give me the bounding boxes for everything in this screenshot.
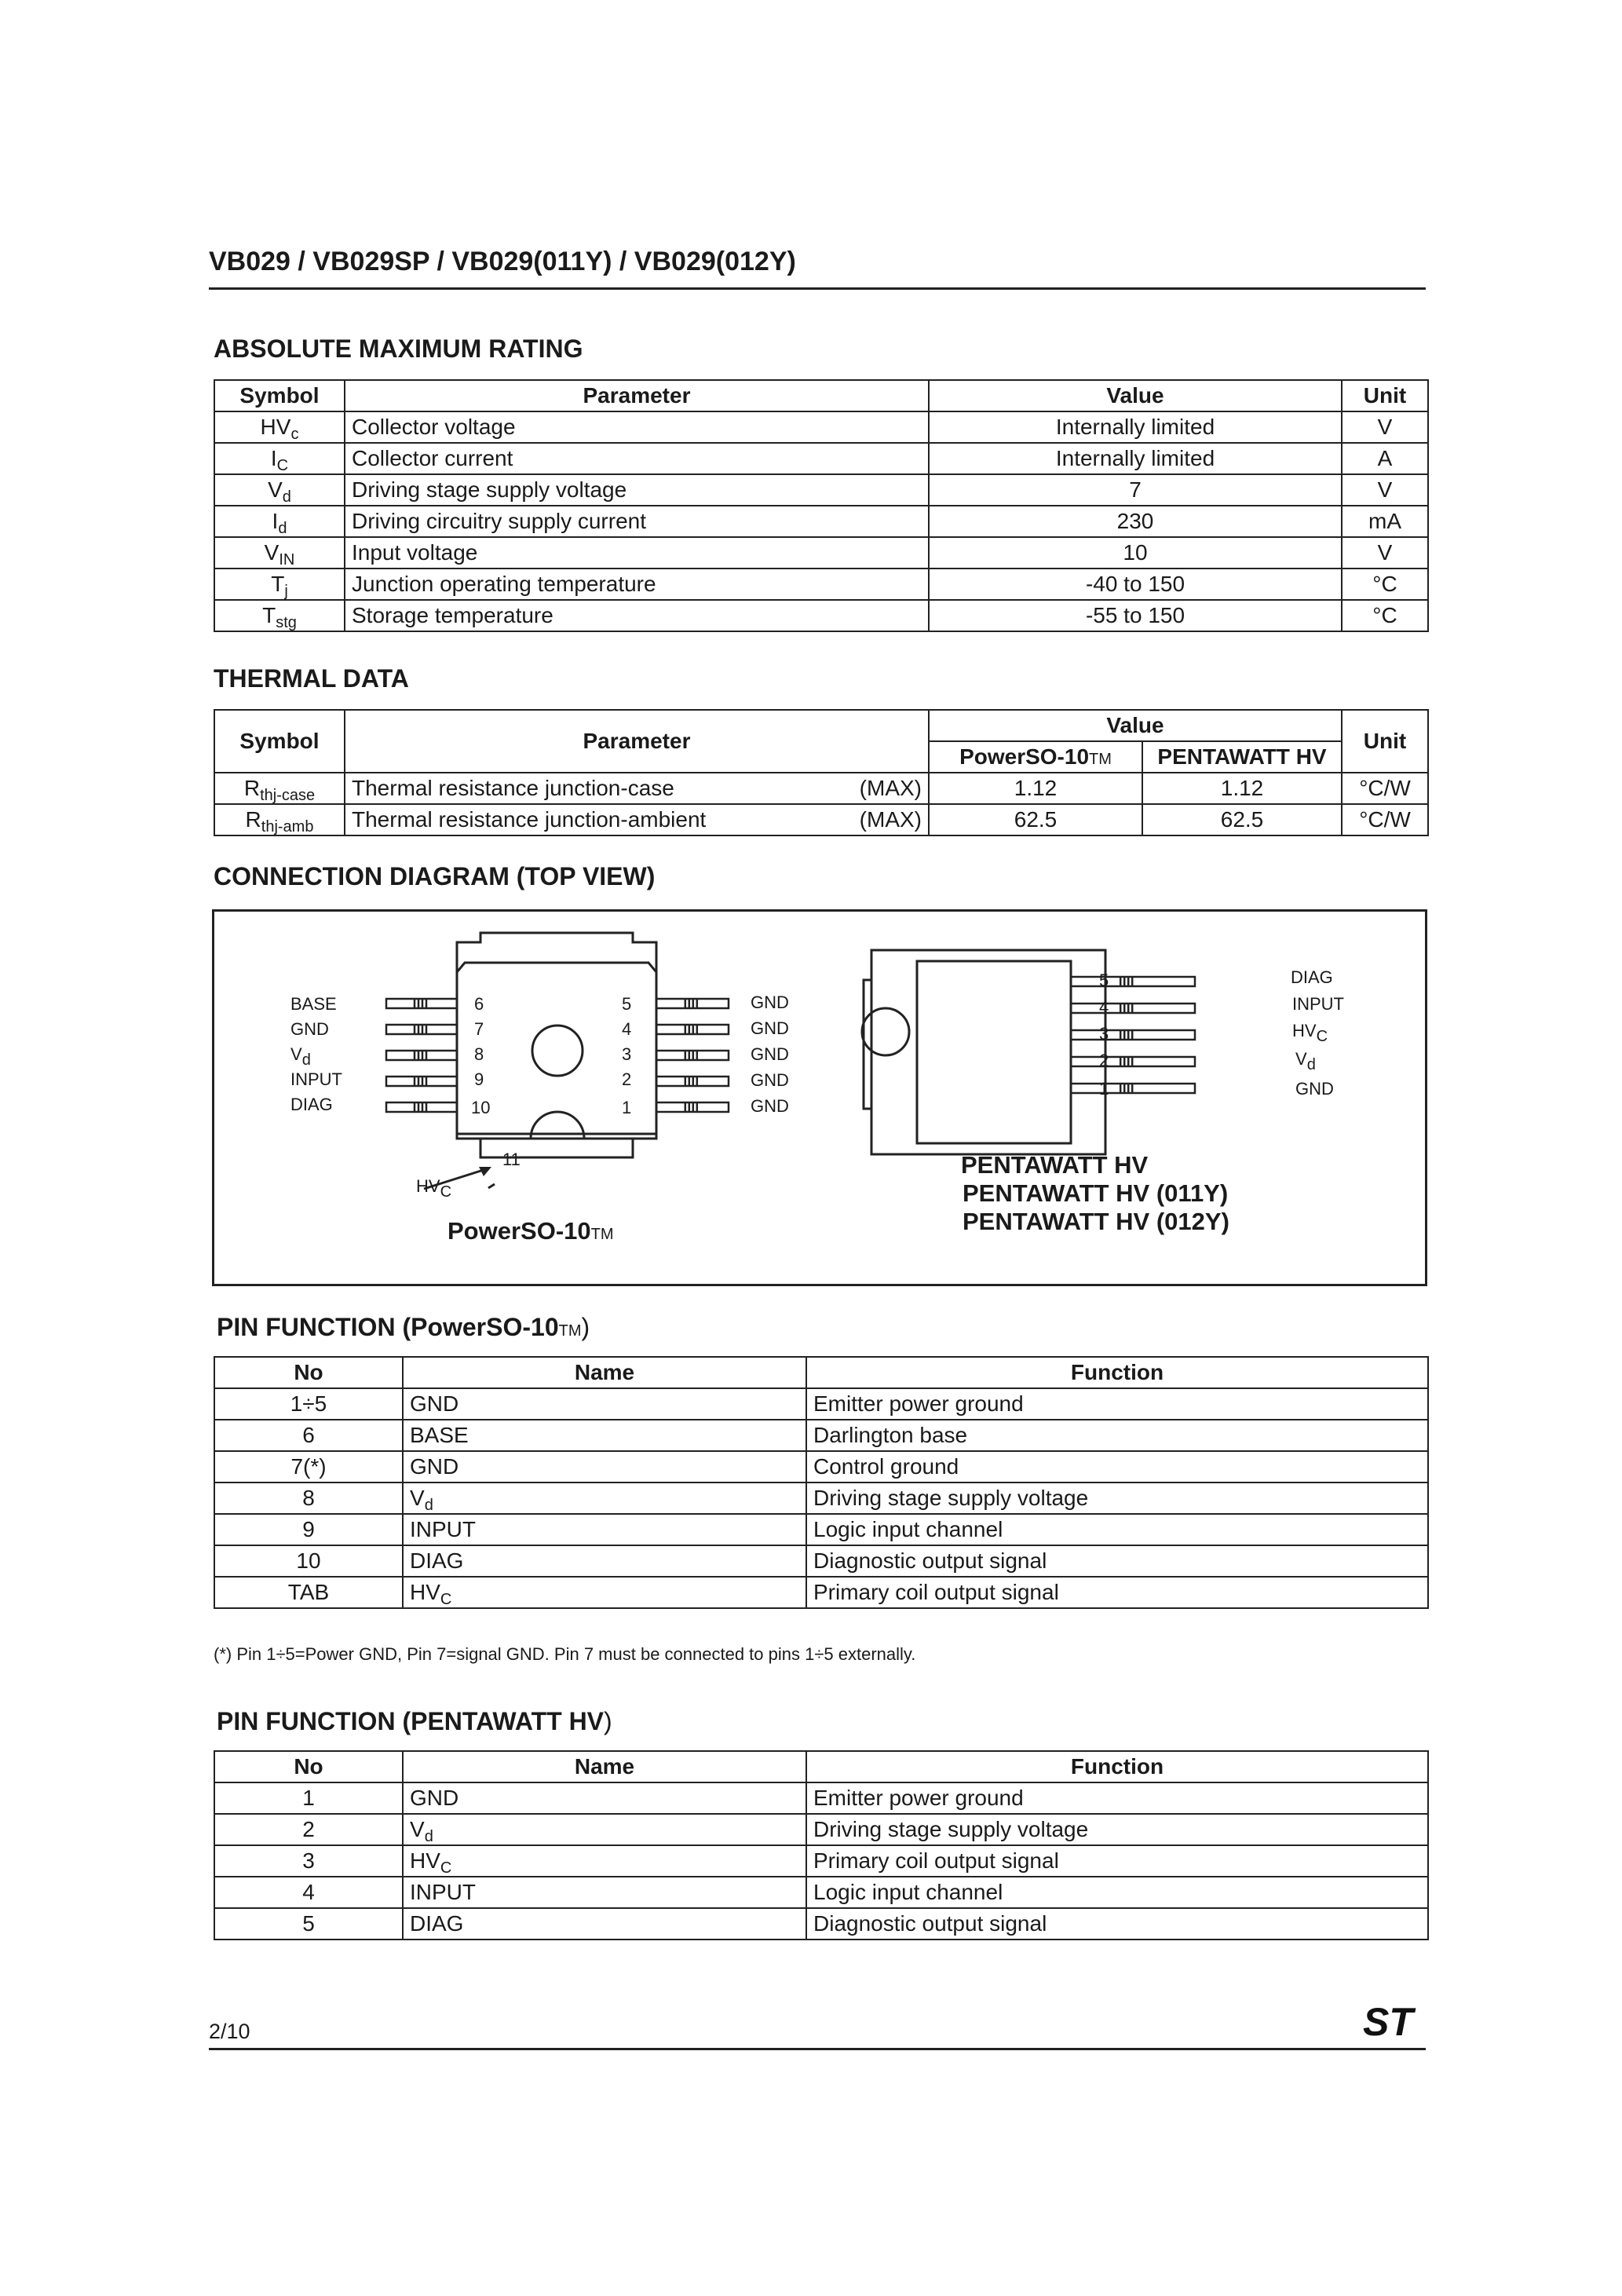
pin-label-gnd: GND	[751, 1018, 789, 1038]
unit-cell: °C	[1342, 600, 1428, 631]
pin-number: 3	[622, 1044, 632, 1064]
value-cell: Internally limited	[929, 411, 1342, 443]
parameter-cell: Thermal resistance junction-ambient (MAX)	[345, 804, 929, 835]
col-header: PowerSO-10TM	[929, 741, 1142, 773]
pin-name-cell: DIAG	[403, 1908, 806, 1940]
function-cell: Diagnostic output signal	[806, 1908, 1428, 1940]
st-logo-icon	[1357, 2001, 1419, 2042]
unit-cell: A	[1342, 443, 1428, 474]
pin-name-cell: BASE	[403, 1420, 806, 1451]
function-cell: Primary coil output signal	[806, 1845, 1428, 1877]
pin-number-cell: 4	[214, 1877, 403, 1908]
table-row	[214, 1814, 1428, 1845]
connection-svg	[212, 909, 1427, 1286]
table-row	[214, 1451, 1428, 1483]
pin-label-input: INPUT	[290, 1069, 342, 1089]
table-row	[214, 1577, 1428, 1608]
pentawatt-body	[917, 961, 1071, 1143]
symbol-cell: $T_j$	[214, 569, 345, 600]
pin-number-cell: 8	[214, 1483, 403, 1514]
powerso-left-leads	[386, 999, 457, 1112]
pin-label-gnd: GND	[751, 1070, 789, 1090]
parameter-cell: Driving stage supply voltage	[345, 474, 929, 506]
pin-number-cell: 9	[214, 1514, 403, 1545]
function-cell: Logic input channel	[806, 1877, 1428, 1908]
col-header: Value	[929, 710, 1342, 741]
col-header: Function	[806, 1751, 1428, 1782]
connection-heading: CONNECTION DIAGRAM (TOP VIEW)	[214, 862, 656, 890]
parameter-cell: Input voltage	[345, 537, 929, 569]
table-row	[214, 1877, 1428, 1908]
symbol-cell: $V_d$	[214, 474, 345, 506]
pentawatt-name: PENTAWATT HV	[961, 1151, 1149, 1179]
pin-number-cell: 3	[214, 1845, 403, 1877]
pin-number: 10	[471, 1098, 491, 1117]
table-row	[214, 443, 1428, 474]
pin-name-cell: $V_d$	[403, 1814, 806, 1845]
value-cell: 10	[929, 537, 1342, 569]
pin-number: 3	[1099, 1024, 1109, 1044]
symbol-cell: $I_d$	[214, 506, 345, 537]
pin-name-cell: $HV_C$	[403, 1577, 806, 1608]
col-header: PENTAWATT HV	[1142, 741, 1342, 773]
unit-cell: °C/W	[1342, 804, 1428, 835]
pentawatt-leads	[1071, 977, 1195, 1093]
function-cell: Emitter power ground	[806, 1388, 1428, 1420]
col-header: Name	[403, 1751, 806, 1782]
pin-number: 1	[622, 1098, 632, 1117]
pin-label-gnd: GND	[751, 1096, 789, 1116]
value-cell: 7	[929, 474, 1342, 506]
pin-label-vd: $V_d$	[1295, 1049, 1316, 1073]
pin-name-cell: INPUT	[403, 1514, 806, 1545]
pin-number-cell: 1÷5	[214, 1388, 403, 1420]
col-header: No	[214, 1357, 403, 1388]
pin-name-cell: DIAG	[403, 1545, 806, 1577]
thermal-heading: THERMAL DATA	[214, 664, 409, 693]
value-cell: 62.5	[929, 804, 1142, 835]
unit-cell: °C/W	[1342, 773, 1428, 804]
pin-number: 2	[622, 1069, 632, 1089]
col-header: Unit	[1342, 380, 1428, 411]
pin-label-gnd: GND	[290, 1019, 329, 1039]
parameter-cell: Driving circuitry supply current	[345, 506, 929, 537]
pin-number-cell: 2	[214, 1814, 403, 1845]
pin-label-input: INPUT	[1292, 994, 1344, 1014]
value-cell: 1.12	[1142, 773, 1342, 804]
unit-cell: V	[1342, 537, 1428, 569]
unit-cell: V	[1342, 411, 1428, 443]
parameter-cell: Collector current	[345, 443, 929, 474]
pentawatt-package	[862, 950, 1105, 1154]
table-row	[214, 411, 1428, 443]
function-cell: Primary coil output signal	[806, 1577, 1428, 1608]
table-row	[214, 537, 1428, 569]
table-row	[214, 1420, 1428, 1451]
pin-name-cell: GND	[403, 1451, 806, 1483]
table-row	[214, 506, 1428, 537]
pentawatt-hole	[862, 1008, 909, 1055]
footer-rule	[209, 2048, 1426, 2050]
table-row	[214, 1483, 1428, 1514]
st-logo	[1357, 2001, 1419, 2042]
pin-label-vd: $V_d$	[290, 1044, 311, 1069]
pin-label-gnd: GND	[751, 1044, 789, 1064]
value-cell: Internally limited	[929, 443, 1342, 474]
unit-cell: mA	[1342, 506, 1428, 537]
table-row	[214, 804, 1428, 835]
abs-max-heading: ABSOLUTE MAXIMUM RATING	[214, 335, 583, 363]
pin-number-cell: 6	[214, 1420, 403, 1451]
col-header: No	[214, 1751, 403, 1782]
pin-powerso-table	[214, 1356, 1429, 1609]
function-cell: Driving stage supply voltage	[806, 1483, 1428, 1514]
pin-pentawatt-heading: PIN FUNCTION (PENTAWATT HV)	[217, 1707, 612, 1735]
function-cell: Emitter power ground	[806, 1782, 1428, 1814]
pin-number: 6	[474, 994, 484, 1014]
col-header: Unit	[1342, 710, 1428, 773]
table-row	[214, 1845, 1428, 1877]
pin-number: 5	[1099, 971, 1109, 990]
pin-number: 2	[1099, 1051, 1109, 1070]
pin-number-cell: TAB	[214, 1577, 403, 1608]
value-cell: -55 to 150	[929, 600, 1342, 631]
table-row	[214, 773, 1428, 804]
thermal-table	[214, 709, 1429, 836]
pin-number-cell: 10	[214, 1545, 403, 1577]
value-cell: 62.5	[1142, 804, 1342, 835]
tab-arrow-line	[488, 1184, 495, 1188]
symbol-cell: $HV_c$	[214, 411, 345, 443]
pin-name-cell: $V_d$	[403, 1483, 806, 1514]
unit-cell: °C	[1342, 569, 1428, 600]
powerso-right-leads	[656, 999, 729, 1112]
pin-powerso-heading: PIN FUNCTION (PowerSO-10TM)	[217, 1313, 590, 1341]
powerso-hole	[532, 1026, 583, 1076]
pin-number: 5	[622, 994, 632, 1014]
symbol-cell: $R_{thj-amb}$	[214, 804, 345, 835]
table-row	[214, 1388, 1428, 1420]
pin-name-cell: GND	[403, 1782, 806, 1814]
col-header: Parameter	[345, 710, 929, 773]
function-cell: Logic input channel	[806, 1514, 1428, 1545]
parameter-cell: Thermal resistance junction-case (MAX)	[345, 773, 929, 804]
pin-number: 4	[1099, 997, 1109, 1017]
parameter-cell: Storage temperature	[345, 600, 929, 631]
parameter-cell: Junction operating temperature	[345, 569, 929, 600]
function-cell: Control ground	[806, 1451, 1428, 1483]
pin-number-cell: 1	[214, 1782, 403, 1814]
table-row	[214, 600, 1428, 631]
parameter-cell: Collector voltage	[345, 411, 929, 443]
pin-label-base: BASE	[290, 994, 337, 1014]
function-cell: Diagnostic output signal	[806, 1545, 1428, 1577]
symbol-cell: $R_{thj-case}$	[214, 773, 345, 804]
function-cell: Driving stage supply voltage	[806, 1814, 1428, 1845]
col-header: Name	[403, 1357, 806, 1388]
table-row	[214, 1782, 1428, 1814]
table-row	[214, 569, 1428, 600]
function-cell: Darlington base	[806, 1420, 1428, 1451]
pin-name-cell: $HV_C$	[403, 1845, 806, 1877]
symbol-cell: $I_C$	[214, 443, 345, 474]
pin-name-cell: GND	[403, 1388, 806, 1420]
pentawatt-name-011y: PENTAWATT HV (011Y)	[963, 1179, 1229, 1207]
value-cell: 230	[929, 506, 1342, 537]
pin-number: 7	[474, 1019, 484, 1039]
pin-name-cell: INPUT	[403, 1877, 806, 1908]
pin-number-cell: 7(*)	[214, 1451, 403, 1483]
unit-cell: V	[1342, 474, 1428, 506]
pin-label-diag: DIAG	[290, 1095, 333, 1114]
symbol-cell: $T_{stg}$	[214, 600, 345, 631]
pin-number: 8	[474, 1044, 484, 1064]
table-row	[214, 1908, 1428, 1940]
col-header: Symbol	[214, 710, 345, 773]
pin-pentawatt-table	[214, 1750, 1429, 1940]
pin-label-hvc: $HV_C$	[1292, 1021, 1328, 1045]
col-header: Parameter	[345, 380, 929, 411]
document-title: VB029 / VB029SP / VB029(011Y) / VB029(012Y)	[209, 247, 796, 276]
powerso-name: PowerSO-10TM	[448, 1217, 614, 1245]
header-rule	[209, 287, 1426, 290]
tab-label-hvc: $HV_C$	[416, 1176, 452, 1201]
table-row	[214, 1514, 1428, 1545]
st-logo-text: ST	[1363, 2001, 1413, 2042]
col-header: Value	[929, 380, 1342, 411]
tab-pin-number: 11	[502, 1150, 521, 1169]
pin-label-diag: DIAG	[1291, 967, 1333, 987]
value-cell: 1.12	[929, 773, 1142, 804]
pin-label-gnd: GND	[1295, 1079, 1334, 1099]
pin-number: 1	[1099, 1079, 1109, 1099]
pin-note: (*) Pin 1÷5=Power GND, Pin 7=signal GND. Pin 7 must be connected to pins 1÷5 externally.	[214, 1644, 916, 1664]
col-header: Symbol	[214, 380, 345, 411]
table-row	[214, 1545, 1428, 1577]
page-number: 2/10	[209, 2020, 250, 2043]
table-row	[214, 474, 1428, 506]
pin-label-gnd: GND	[751, 993, 789, 1012]
col-header: Function	[806, 1357, 1428, 1388]
pentawatt-name-012y: PENTAWATT HV (012Y)	[963, 1208, 1229, 1235]
pin-number-cell: 5	[214, 1908, 403, 1940]
value-cell: -40 to 150	[929, 569, 1342, 600]
pin-number: 4	[622, 1019, 632, 1039]
symbol-cell: $V_{IN}$	[214, 537, 345, 569]
pin-number: 9	[474, 1069, 484, 1089]
abs-max-table	[214, 379, 1429, 632]
